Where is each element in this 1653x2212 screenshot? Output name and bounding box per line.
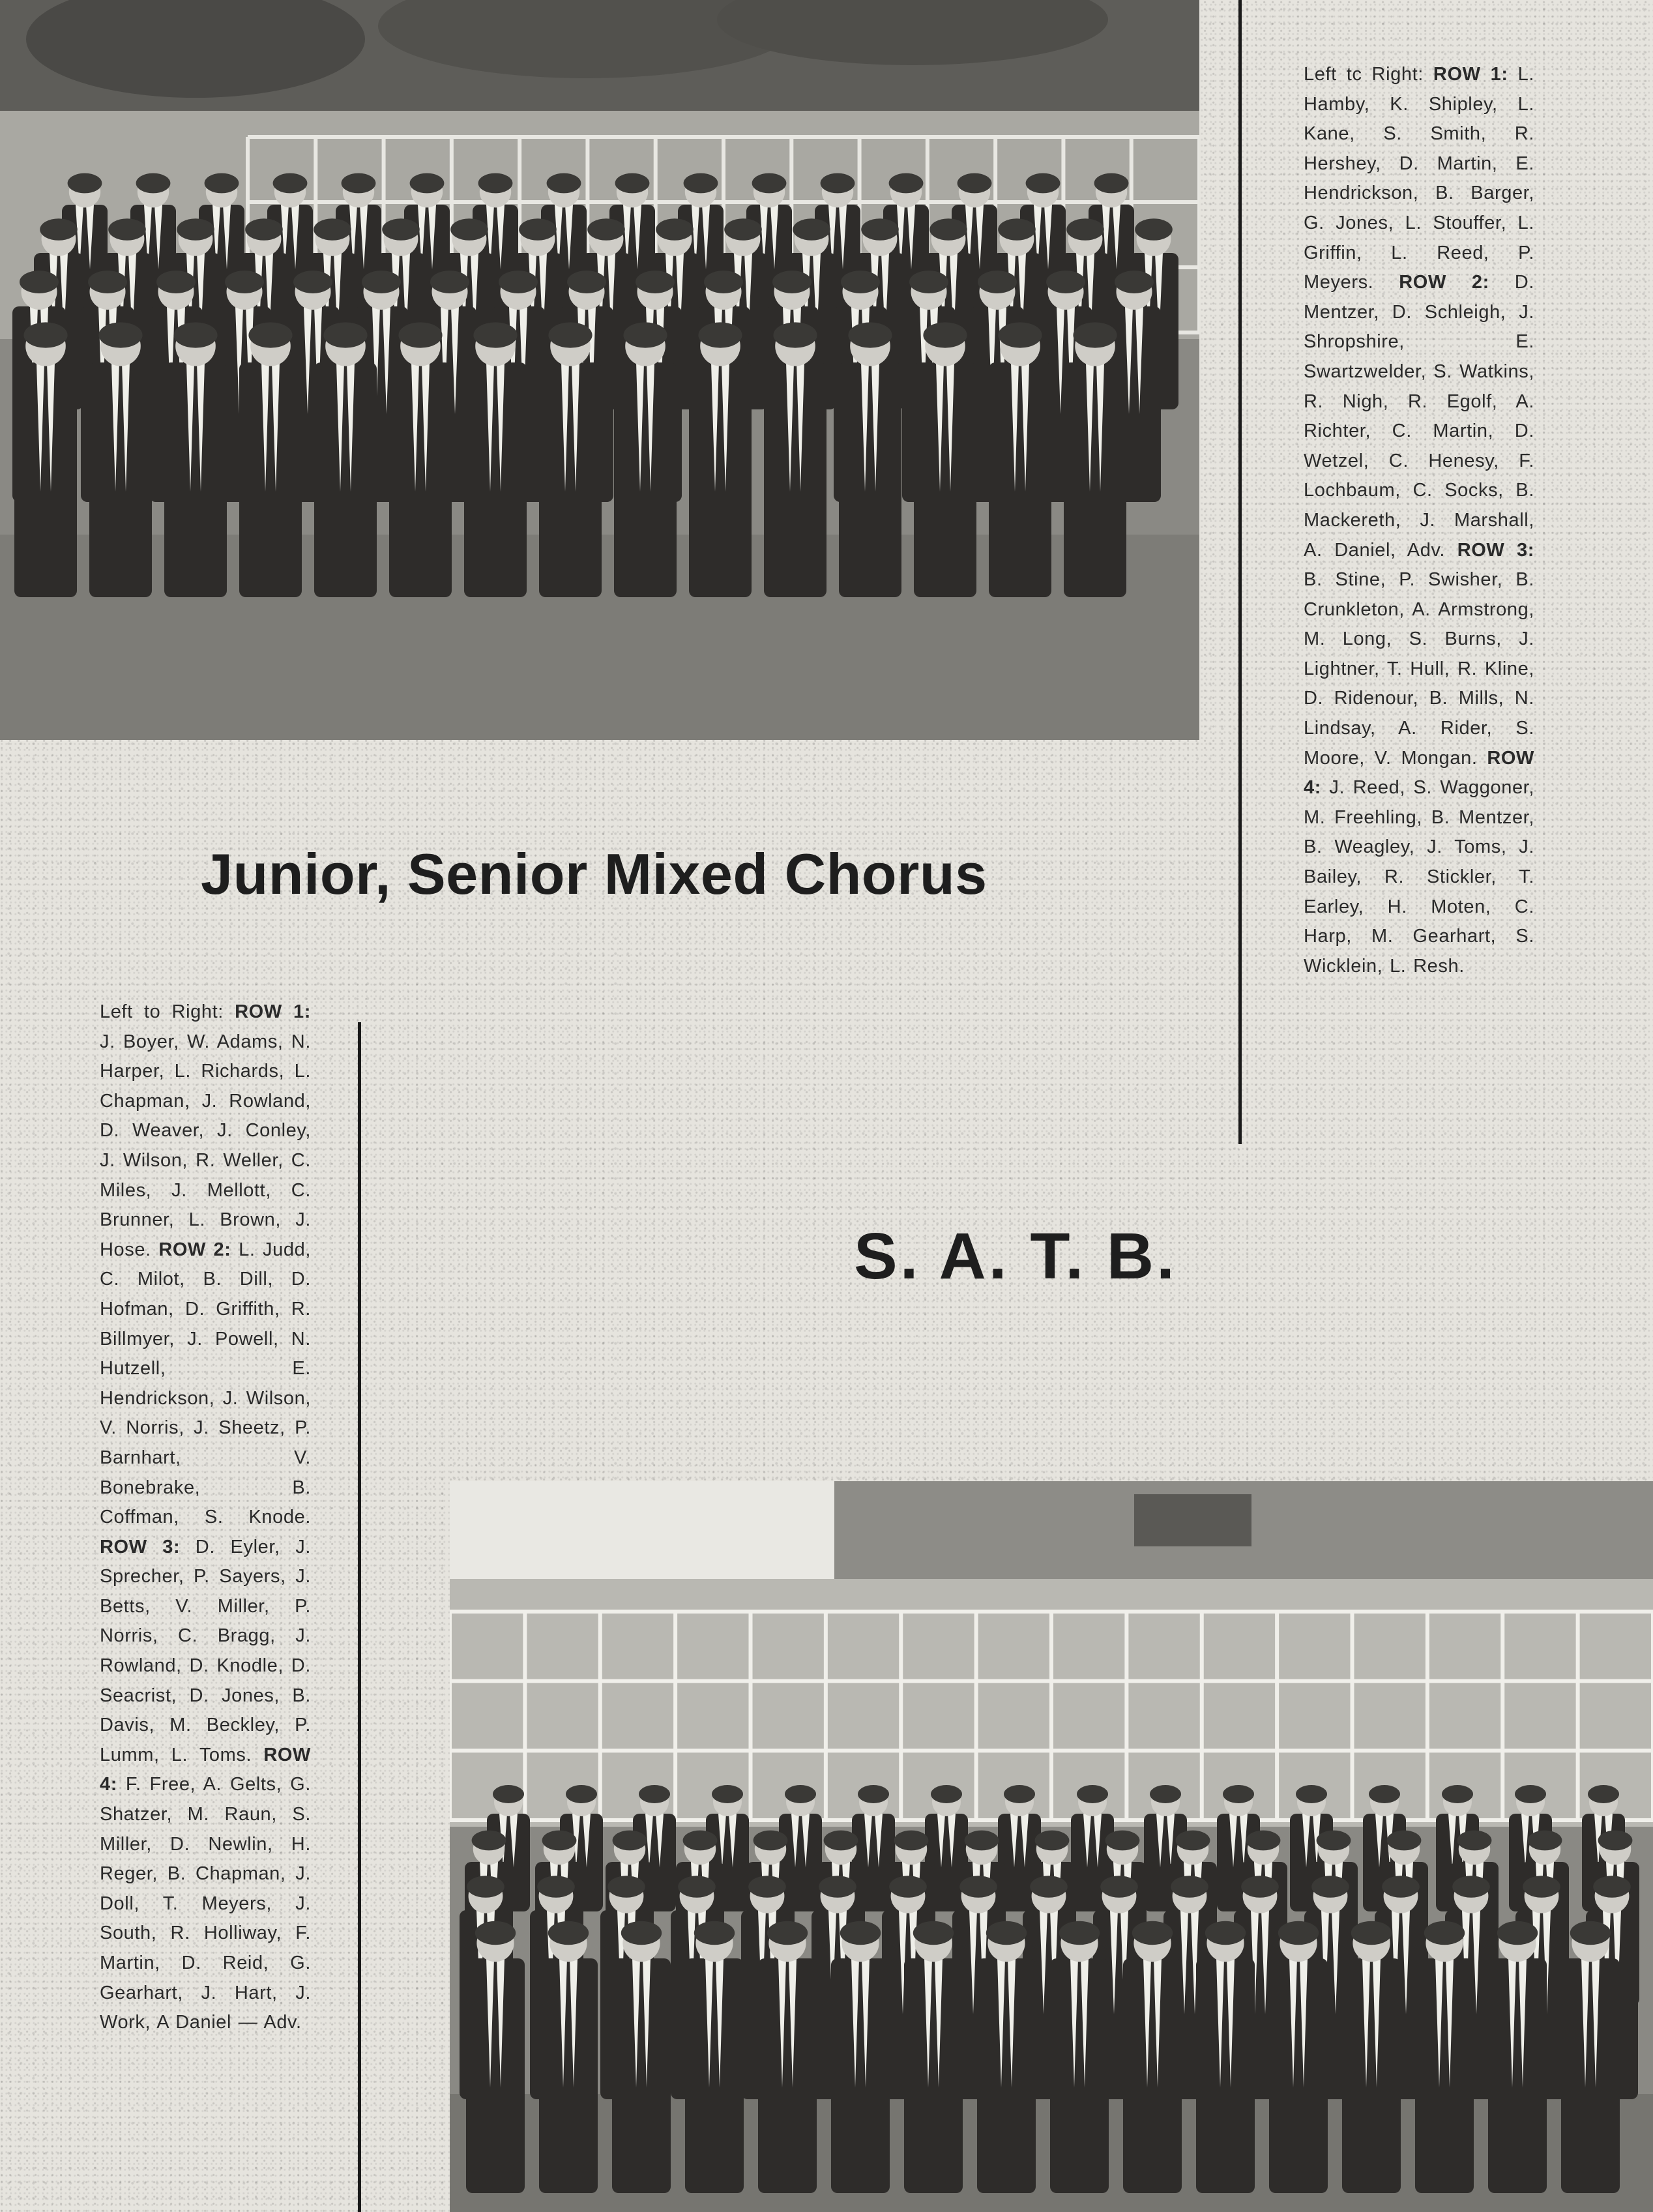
choir-member — [89, 322, 152, 597]
choir-member — [1064, 322, 1126, 597]
choir-member — [239, 322, 302, 597]
choir-member — [466, 1921, 525, 2193]
choir-member — [764, 322, 827, 597]
choir-member — [1269, 1921, 1328, 2193]
choir-member — [989, 322, 1051, 597]
choir-member — [1123, 1921, 1182, 2193]
column-rule-right — [1238, 0, 1242, 1144]
choir-member — [14, 322, 77, 597]
choir-member — [831, 1921, 890, 2193]
choir-member — [758, 1921, 817, 2193]
row-label: ROW 1: — [235, 1001, 311, 1022]
choir-member — [1342, 1921, 1401, 2193]
choir-member — [1196, 1921, 1255, 2193]
choir-member — [539, 1921, 598, 2193]
choir-member — [904, 1921, 963, 2193]
row-label: ROW 4: — [1304, 747, 1534, 799]
choir-member — [539, 322, 602, 597]
choir-member — [612, 1921, 671, 2193]
row-label: ROW 4: — [100, 1744, 311, 1795]
column-rule-left — [358, 1022, 361, 2212]
choir-member — [1050, 1921, 1109, 2193]
chorus-group-photo — [0, 0, 1199, 740]
choir-member — [314, 322, 377, 597]
choir-member — [977, 1921, 1036, 2193]
chorus-caption: Left tc Right: ROW 1: L. Hamby, K. Shipley, L. Kane, S. Smith, R. Hershey, D. Martin, E. Hendrickson, B. Barger, G. Jones, L. Stouffer, L. Griffin, L. Reed, P. Meyers. ROW 2: D. Mentzer, D. Schleigh, J. Shropshire, E. Swartzwelder, S. Watkins, R. Nigh, R. Egolf, A. Richter, C. Martin, D. Wetzel, C. Henesy, F. Lochbaum, C. Socks, B. Mackereth, J. Marshall, A. Daniel, Adv. ROW 3: B. Stine, P. Swisher, B. Crunkleton, A. Armstrong, M. Long, S. Burns, J. Lightner, T. Hull, R. Kline, D. Ridenour, B. Mills, N. Lindsay, A. Rider, S. Moore, V. Mongan. ROW 4: J. Reed, S. Waggoner, M. Freehling, B. Mentzer, B. Weagley, J. Toms, J. Bailey, R. Stickler, T. Earley, H. Moten, C. Harp, M. Gearhart, S. Wicklein, L. Resh. — [1304, 64, 1534, 977]
row-label: ROW 2: — [158, 1239, 231, 1260]
choir-member — [1415, 1921, 1474, 2193]
row-label: ROW 3: — [1457, 539, 1534, 561]
choir-member — [1561, 1921, 1620, 2193]
choir-member — [614, 322, 677, 597]
choir-member — [389, 322, 452, 597]
satb-group-photo — [450, 1481, 1653, 2212]
choir-member — [914, 322, 976, 597]
row-label: ROW 1: — [1433, 64, 1508, 85]
chorus-title: Junior, Senior Mixed Chorus — [201, 842, 987, 906]
choir-member — [685, 1921, 744, 2193]
choir-member — [689, 322, 752, 597]
choir-member — [464, 322, 527, 597]
choir-member — [839, 322, 901, 597]
satb-caption: Left to Right: ROW 1: J. Boyer, W. Adams, N. Harper, L. Richards, L. Chapman, J. Rowland, D. Weaver, J. Conley, J. Wilson, R. Weller, C. Miles, J. Mellott, C. Brunner, L. Brown, J. Hose. ROW 2: L. Judd, C. Milot, B. Dill, D. Hofman, D. Griffith, R. Billmyer, J. Powell, N. Hutzell, E. Hendrickson, J. Wilson, V. Norris, J. Sheetz, P. Barnhart, V. Bonebrake, B. Coffman, S. Knode. ROW 3: D. Eyler, J. Sprecher, P. Sayers, J. Betts, V. Miller, P. Norris, C. Bragg, J. Rowland, D. Knodle, D. Seacrist, D. Jones, B. Davis, M. Beckley, P. Lumm, L. Toms. ROW 4: F. Free, A. Gelts, G. Shatzer, M. Raun, S. Miller, D. Newlin, H. Reger, B. Chapman, J. Doll, T. Meyers, J. South, R. Holliway, F. Martin, D. Reid, G. Gearhart, J. Hart, J. Work, A Daniel — Adv. — [100, 1001, 311, 2033]
row-label: ROW 2: — [1399, 272, 1489, 293]
row-label: ROW 3: — [100, 1536, 181, 1557]
satb-title: S. A. T. B. — [854, 1220, 1177, 1293]
choir-member — [164, 322, 227, 597]
choir-member — [1488, 1921, 1547, 2193]
